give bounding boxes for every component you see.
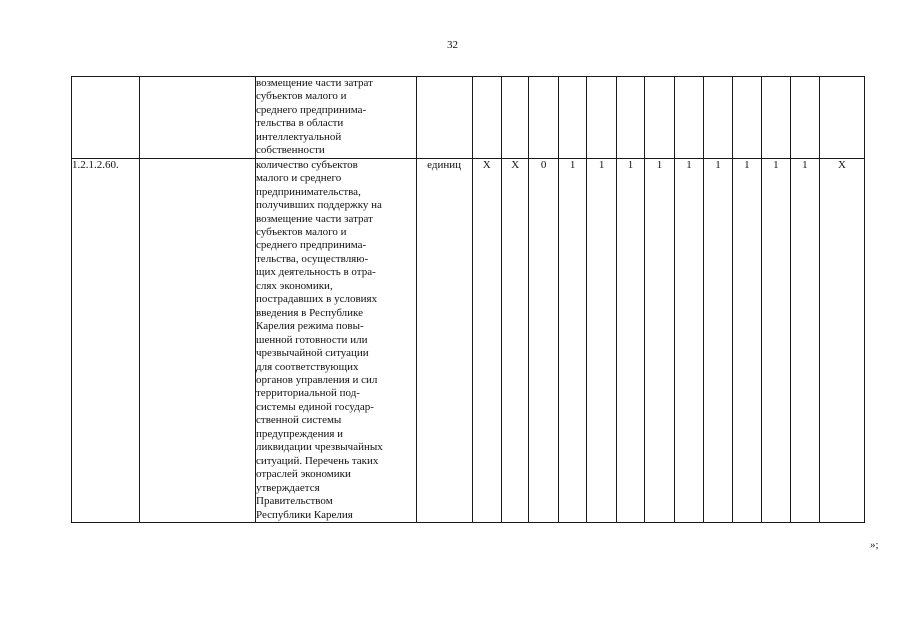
value-cell [645,77,674,159]
row-name-cell [140,77,256,159]
description-line: среднего предпринима- [256,103,367,116]
row-name-cell [140,158,256,522]
description-line: щих деятельность в отра- [256,266,376,279]
description-line: количество субъектов [256,158,358,171]
row-unit-cell [416,77,472,159]
description-line: предпринимательства, [256,185,361,198]
indicators-table [71,76,865,523]
value-cell [558,77,586,159]
description-line: субъектов малого и [256,225,347,238]
description-line: субъектов малого и [256,90,347,103]
description-line: территориальной под- [256,387,360,400]
description-line: для соответствующих [256,360,359,373]
description-line: утверждается [256,481,320,494]
description-line: малого и среднего [256,172,342,185]
description-line: введения в Республике [256,306,363,319]
description-line: среднего предпринима- [256,239,367,252]
row-description-cell [256,77,417,159]
value-cell: 1 [732,158,761,522]
page-number: 32 [447,39,458,51]
description-line: тельства, осуществляю- [256,252,369,265]
value-cell: 0 [529,158,558,522]
value-cell: X [472,158,501,522]
value-cell [790,77,819,159]
description-line: интеллектуальной [256,130,342,143]
description-line: отраслей экономики [256,468,351,481]
row-unit-cell: единиц [416,158,472,522]
description-line: ственной системы [256,414,342,427]
value-cell [704,77,732,159]
value-cell: 1 [616,158,644,522]
table-row [72,77,865,159]
row-description-cell [256,158,417,522]
value-cell [502,77,529,159]
value-cell: 1 [674,158,703,522]
description-line: пострадавших в условиях [256,293,378,306]
value-cell [674,77,703,159]
closing-quote-mark: »; [870,539,879,551]
description-line: ликвидации чрезвычайных [256,441,383,454]
value-cell: 1 [762,158,790,522]
value-cell [762,77,790,159]
value-cell: X [820,158,865,522]
description-line: системы единой государ- [256,400,374,413]
table-row [72,158,865,522]
value-cell: 1 [558,158,586,522]
description-line: шенной готовности или [256,333,368,346]
description-line: органов управления и сил [256,373,378,386]
value-cell: 1 [645,158,674,522]
description-line: чрезвычайной ситуации [256,347,369,360]
description-line: получивших поддержку на [256,199,382,212]
description-line: Правительством [256,495,333,508]
value-cell [732,77,761,159]
description-line: ситуаций. Перечень таких [256,454,379,467]
value-cell: 1 [587,158,616,522]
value-cell [616,77,644,159]
value-cell [587,77,616,159]
description-line: возмещение части затрат [256,212,373,225]
description-line: тельства в области [256,117,344,130]
value-cell: X [502,158,529,522]
description-line: предупреждения и [256,427,344,440]
value-cell [529,77,558,159]
description-line: Республики Карелия [256,508,353,521]
description-line: собственности [256,144,325,157]
description-line: возмещение части затрат [256,77,373,89]
value-cell [472,77,501,159]
value-cell: 1 [704,158,732,522]
value-cell [820,77,865,159]
description-line: слях экономики, [256,279,333,292]
row-code-cell: 1.2.1.2.60. [72,158,140,522]
description-line: Карелия режима повы- [256,320,364,333]
row-code-cell [72,77,140,159]
value-cell: 1 [790,158,819,522]
